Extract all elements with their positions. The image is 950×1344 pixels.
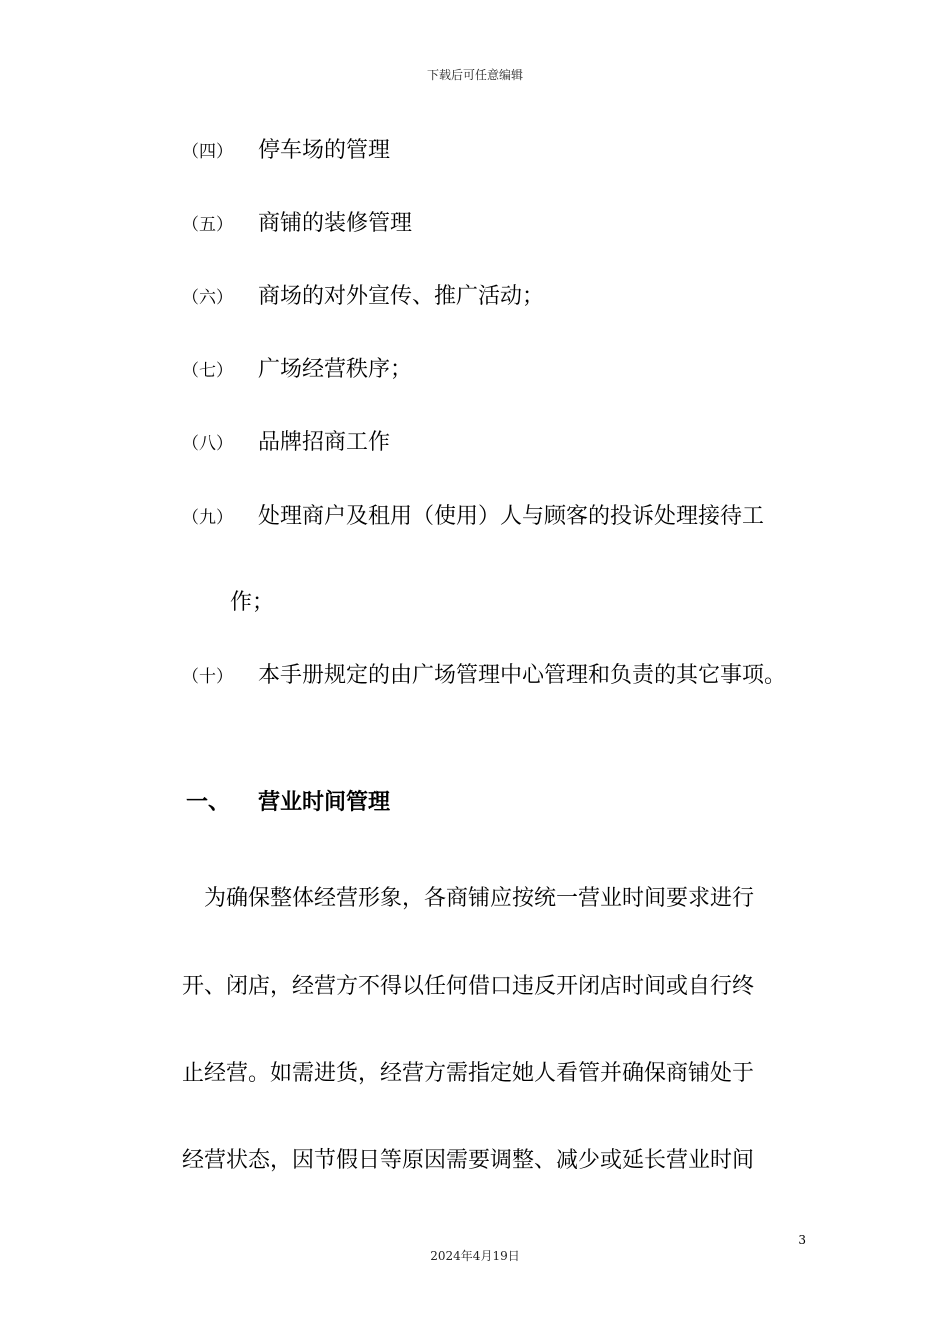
list-item-text: 广场经营秩序； bbox=[258, 357, 413, 382]
list-item-text: 商场的对外宣传、推广活动； bbox=[258, 284, 545, 309]
list-item-text: 处理商户及租用（使用）人与顾客的投诉处理接待工 bbox=[258, 504, 765, 529]
list-item-number: （十） bbox=[182, 667, 233, 687]
list-item-number: （四） bbox=[182, 142, 233, 162]
list-item bbox=[182, 282, 544, 313]
footer-date: 2024年4月19日 bbox=[430, 1249, 520, 1263]
paragraph-line: 止经营。如需进货，经营方需指定她人看管并确保商铺处于 bbox=[182, 1061, 755, 1086]
list-item-continuation: 作； bbox=[230, 590, 275, 615]
list-item-text: 商铺的装修管理 bbox=[258, 211, 413, 236]
list-item bbox=[182, 661, 786, 692]
list-item-number: （五） bbox=[182, 215, 233, 235]
section-title: 营业时间管理 bbox=[258, 790, 391, 815]
page-header: 下载后可任意编辑 bbox=[426, 68, 523, 82]
paragraph-line: 开、闭店，经营方不得以任何借口违反开闭店时间或自行终 bbox=[182, 974, 755, 999]
list-item bbox=[182, 136, 390, 167]
section-number: 一、 bbox=[186, 790, 231, 815]
list-item-number: （七） bbox=[182, 361, 233, 381]
list-item bbox=[182, 502, 764, 533]
paragraph-line: 为确保整体经营形象，各商铺应按统一营业时间要求进行 bbox=[182, 886, 755, 911]
section-heading bbox=[186, 788, 390, 818]
list-item-text: 品牌招商工作 bbox=[258, 430, 391, 455]
list-item-number: （六） bbox=[182, 288, 233, 308]
list-item-text: 本手册规定的由广场管理中心管理和负责的其它事项。 bbox=[258, 663, 787, 688]
list-item-text: 停车场的管理 bbox=[258, 138, 391, 163]
page-number: 3 bbox=[798, 1233, 806, 1247]
list-item bbox=[182, 428, 390, 459]
list-item bbox=[182, 355, 412, 386]
list-item bbox=[182, 209, 412, 240]
paragraph-line: 经营状态，因节假日等原因需要调整、减少或延长营业时间 bbox=[182, 1148, 755, 1173]
list-item-number: （八） bbox=[182, 434, 233, 454]
list-item-number: （九） bbox=[182, 508, 233, 528]
